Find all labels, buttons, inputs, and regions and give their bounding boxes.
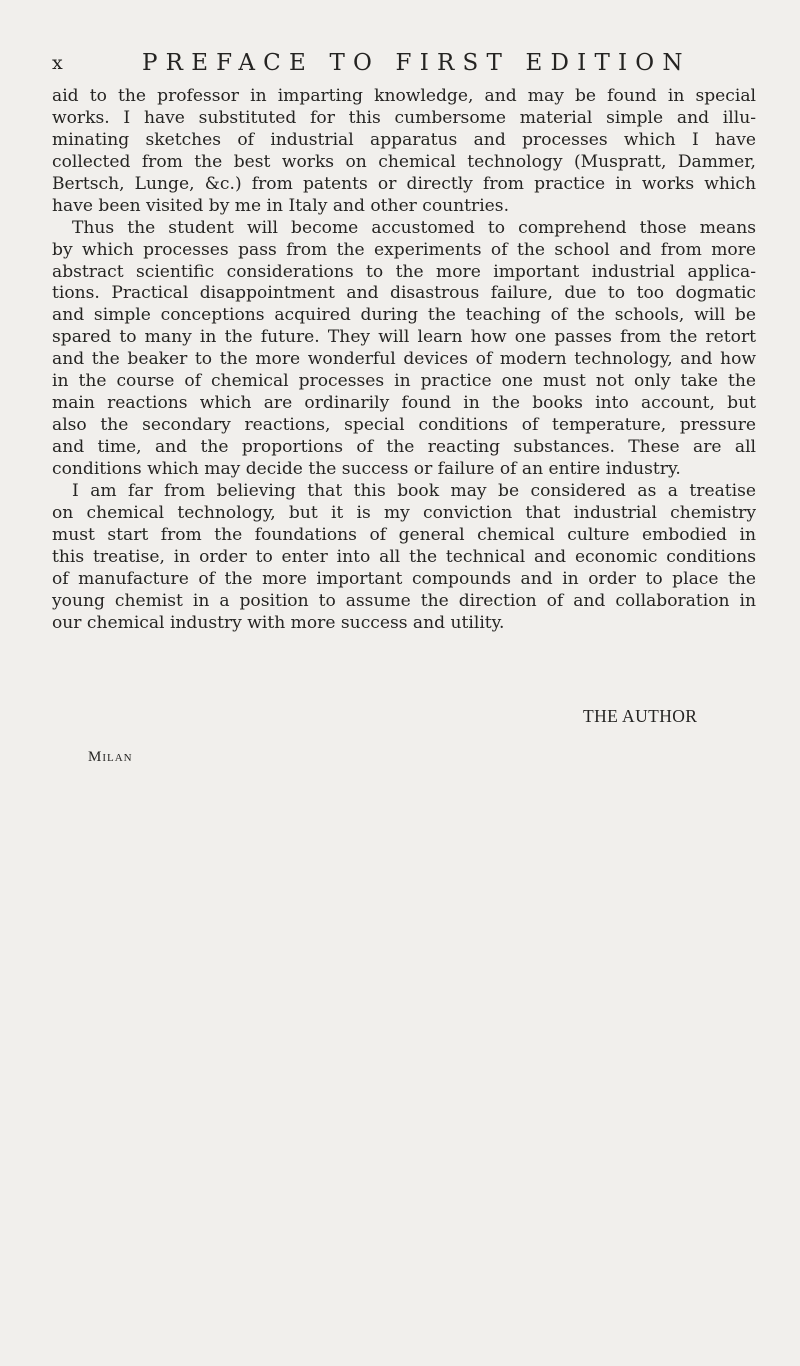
text-line: abstract scientific considerations to the more important industrial applica- bbox=[52, 261, 756, 282]
text-line: in the course of chemical processes in practice one must not only take the bbox=[52, 371, 756, 392]
text-line: by which processes pass from the experiments of the school and from more bbox=[52, 239, 756, 260]
text-line: tions. Practical disappointment and disastrous failure, due to too dogmatic bbox=[52, 283, 756, 304]
text-line: this treatise, in order to enter into all the technical and economic conditions bbox=[52, 546, 756, 567]
text-line: main reactions which are ordinarily found in the books into account, but bbox=[52, 393, 756, 414]
text-line: and time, and the proportions of the reacting substances. These are all bbox=[52, 437, 756, 457]
text-line: conditions which may decide the success or failure of an entire industry. bbox=[52, 458, 681, 479]
text-line: also the secondary reactions, special conditions of temperature, pressure bbox=[52, 415, 756, 436]
text-line: on chemical technology, but it is my conviction that industrial chemistry bbox=[52, 502, 756, 523]
text-line: Thus the student will become accustomed to comprehend those means bbox=[72, 217, 756, 238]
text-line: of manufacture of the more important compounds and in order to place the bbox=[52, 568, 756, 589]
page-number: x bbox=[52, 52, 63, 74]
page-header bbox=[52, 50, 760, 78]
author-signature: THE AUTHOR bbox=[583, 706, 698, 726]
text-line: I am far from believing that this book may be considered as a treatise bbox=[72, 480, 756, 501]
text-line: Bertsch, Lunge, &c.) from patents or directly from practice in works which bbox=[52, 173, 756, 194]
preface-body bbox=[52, 86, 756, 634]
text-line: young chemist in a position to assume the direction of and collaboration in bbox=[52, 590, 756, 611]
text-line: collected from the best works on chemical technology (Muspratt, Dammer, bbox=[52, 151, 756, 172]
running-title: PREFACE TO FIRST EDITION bbox=[142, 50, 691, 76]
text-line: spared to many in the future. They will learn how one passes from the retort bbox=[52, 327, 756, 348]
text-line: and simple conceptions acquired during the teaching of the schools, will be bbox=[52, 305, 756, 326]
text-line: minating sketches of industrial apparatus and processes which I have bbox=[52, 129, 756, 150]
text-line: must start from the foundations of general chemical culture embodied in bbox=[52, 524, 756, 545]
text-line: aid to the professor in imparting knowledge, and may be found in special bbox=[52, 86, 756, 106]
text-line: our chemical industry with more success and utility. bbox=[52, 612, 505, 633]
text-line: works. I have substituted for this cumbersome material simple and illu- bbox=[52, 107, 756, 128]
text-line: have been visited by me in Italy and other countries. bbox=[52, 195, 509, 216]
place-name: Milan bbox=[88, 749, 133, 765]
text-line: and the beaker to the more wonderful devices of modern technology, and how bbox=[52, 349, 756, 370]
